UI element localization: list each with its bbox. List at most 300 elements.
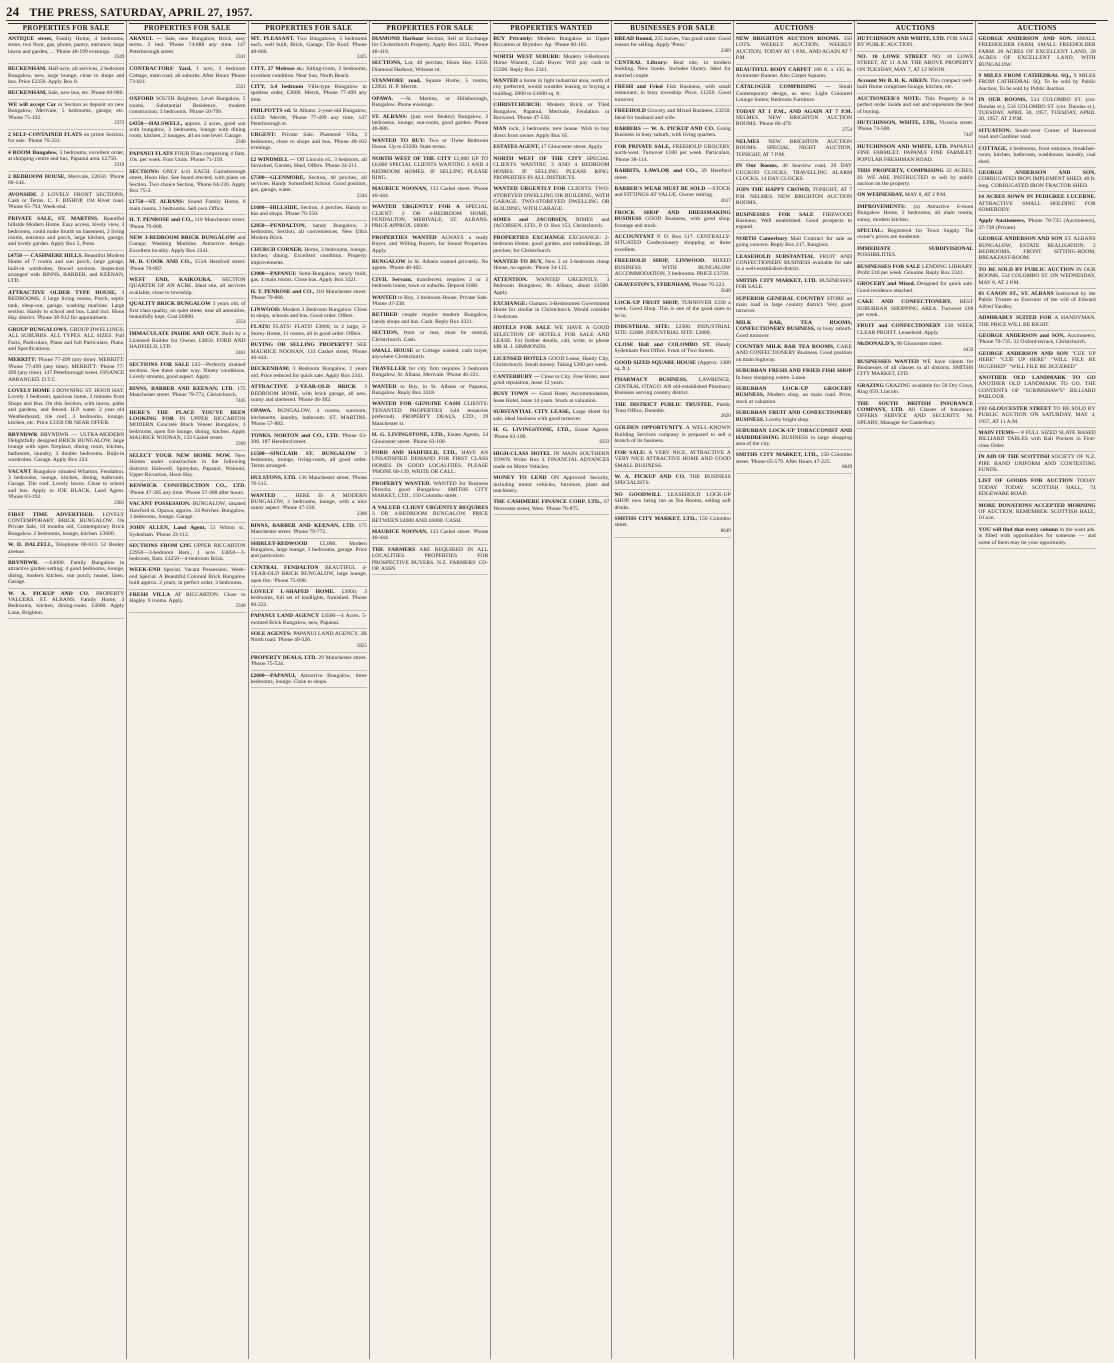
classified-ad: [8, 512, 124, 541]
ad-lead: SUBSTANTIAL CITY LEASE,: [493, 409, 571, 416]
ad-lead: YOU will find that every column: [978, 526, 1058, 533]
ad-lead: H. G. LIVINGSTONE, LTD.,: [493, 427, 572, 434]
classified-ad: [736, 36, 852, 65]
classified-ad: [614, 258, 730, 280]
ad-lead: WANTED TO BUY:: [371, 137, 425, 144]
classified-ad: [251, 475, 367, 491]
classified-ad: [251, 324, 367, 340]
ad-text: Instructed by the Public Trustee as Executor of the will of Edward Alfred Yardley.: [978, 291, 1096, 310]
ad-lead: £2 WINDMILL —: [250, 156, 296, 163]
ad-lead: NORTH Canterbury: [735, 235, 788, 242]
classified-ad: [129, 66, 245, 94]
ad-lead: VACANT: [8, 468, 32, 475]
ad-lead: SECTION,: [371, 330, 399, 337]
classified-ad: [736, 344, 852, 366]
ad-lead: BUSY TOWN —: [493, 391, 537, 398]
ad-text: Sitting-room, 2 bedrooms, excellent condition. Near Sun, North Beach.: [250, 66, 367, 79]
ad-text: Real site, in modern building. New books. Includes library. Ideal for married couple.: [614, 59, 731, 79]
classified-ad: [129, 277, 245, 299]
ad-lead: FRUIT and CONFECTIONERY: [857, 323, 941, 330]
ad-lead: MAN: [493, 126, 507, 133]
classified-ad: [372, 312, 488, 328]
classified-ad: [372, 481, 488, 503]
ad-lead: BUSINESSES WANTED: [857, 358, 919, 365]
ad-text: GOOD Lease, Handy City, Christchurch. Small money. Taking £300 per week.: [493, 355, 610, 369]
classified-ad: [736, 386, 852, 408]
ad-text: Square Home, 5 rooms, £2950. H. P. Merritt.: [371, 78, 489, 91]
classified-ad: [372, 432, 488, 448]
ad-text: 4 bedrooms, front entrance, breakfast-room, kitchen, bathroom, washhouse, laundry, coal shed.: [978, 145, 1096, 165]
ad-lead: LOCK-UP FRUIT SHOP,: [614, 299, 679, 306]
ad-lead: McDONALD'S,: [857, 341, 896, 348]
ad-reference-number: 2340: [235, 139, 246, 145]
classified-ad: [129, 331, 245, 359]
ad-lead: NORTH WEST SUBURB:: [493, 53, 561, 60]
ad-text: 110 Manchester street. 'Phone 79-068.: [250, 288, 367, 302]
ad-text: Handy Sydenham Post Office. Front of Two Streets.: [614, 341, 731, 355]
ad-lead: LEASEHOLD SUBSTANTIAL: [735, 253, 815, 260]
ad-lead: SUBURBAN LOCK-UP GROCERY BUSINESS,: [735, 386, 853, 399]
classified-ad: [251, 673, 367, 689]
classified-ad: [736, 187, 852, 209]
classified-ad: [251, 613, 367, 629]
ad-reference-number: 2754: [842, 127, 853, 133]
classified-ad: [857, 204, 973, 226]
ad-text: OF AUCTION. REMEMBER: SCOTTISH HALL, 10 a.m.: [978, 508, 1096, 522]
ad-text: IN MAIN SOUTHERN TOWN. Write: Box 3. FINANCIAL ADVANCES made on Motor Vehicles.: [493, 450, 610, 470]
classified-ad: [736, 236, 852, 252]
ad-lead: FLATS!: [250, 324, 271, 331]
ad-reference-number: 2461: [235, 350, 246, 356]
ad-lead: THE SOUTH BRITISH INSURANCE COMPANY, LTD.: [857, 400, 974, 414]
ad-text: GROUP DWELLINGS. ALL SUBURBS. ALL TYPES. ALL SIZES. Full Facts, Particulars, Plans and full Particulars, Plans, and Specifications.: [8, 326, 125, 353]
ad-lead: RABBITS, LAWLOR and CO.,: [614, 168, 698, 175]
ad-text: BRYNDWR — ULTRA-MODERN Delightfully designed BRICK BUNGALOW, large lounge with open fireplace, dining room, kitchen, bathroom, laundry, 3 double bedrooms. Built-in wardrobes. Garage. Apply Box 224.: [8, 431, 125, 464]
ad-lead: AVONSIDE: [8, 191, 37, 198]
ad-text: in the want ads. is filled with opportunities for someone — and some of them may be your opportunity.: [978, 526, 1096, 546]
ad-text: Beautiful Modern Home of 7 rooms and sun porch, large garage, built-in wardrobes, fenced sections. Inspection arranged with BINNS, BARBER, and KEENAN, LTD.: [8, 252, 125, 285]
ad-text: 175 Manchester street. 'Phone 79-772, Christchurch.: [129, 385, 246, 399]
ad-text: 51 Witton st., Sydenham. 'Phone 33-112.: [129, 525, 246, 538]
ad-text: on prime Section, for sale. 'Phone 76-231.: [8, 132, 125, 145]
ad-text: Going Business in busy suburb, with living quarters.: [614, 126, 731, 139]
classified-ad: [857, 383, 973, 399]
ad-lead: ST. ALBANS:: [371, 113, 408, 120]
ad-text: 'Phone 47-385 any time. 'Phone 57-308 after hours.: [129, 489, 245, 496]
ad-text: 150 Colombo street.: [614, 515, 731, 529]
ad-text: HAVE AN UNSATISFIED DEMAND FOR FIRST CLASS HOMES IN GOOD LOCALITIES. PLEASE 'PHONE 60-139, WRITE OR CALL.: [371, 449, 489, 476]
ad-lead: LINWOOD:: [250, 306, 281, 313]
classified-ad: [978, 291, 1095, 313]
ad-text: MIXED BUSINESS WITH BUNGALOW ACCOMMODATION, 3 bedrooms. PRICE £3750.: [614, 258, 731, 277]
classified-ad: [372, 114, 488, 136]
classified-ad: [978, 36, 1095, 71]
classified-ad: [251, 289, 367, 305]
ad-reference-number: 2381: [114, 500, 125, 506]
ad-text: GRAZING available for 50 Dry Cows, Ring 659, Lincoln.: [857, 382, 974, 396]
ad-text: Bungalow situated Wharton, Fendalton. 3 bedrooms, lounge, kitchen, dining, bathroom. Garage. Tile roof. Lovely lawns. Close to school and bus. Apply to JOE BLACK, Land Agent. 'Phone 63-192.: [8, 468, 125, 501]
ad-lead: BRYNDWR: [8, 431, 38, 438]
ad-text: Special. Vacant Possession. Week-end Special. A Beautiful Colonial Brick Bungalow built approx. 2 years, in perfect order, 3 bedrooms.: [129, 567, 246, 587]
ad-lead: H. T. PENROSE and CO.,: [250, 288, 315, 295]
section-heading: BUSINESSES FOR SALE: [614, 23, 730, 34]
classified-ad: [978, 375, 1095, 404]
ad-lead: GRAZING: [857, 382, 884, 389]
classified-ad: [493, 126, 609, 142]
ad-reference-number: 2344: [356, 193, 367, 199]
ad-lead: BUYING OR SELLING PROPERTY?: [250, 342, 353, 349]
ad-text: Sound Family Home, 6 main rooms, 3 bedrooms. Sell own Office.: [129, 199, 246, 212]
ad-text: Victoria street. 'Phone 74-500.: [857, 120, 974, 133]
ad-text: £4500—4 Acres. 5-roomed Brick Bungalow, new, Papanui.: [250, 613, 367, 626]
ad-text: SEE MAURICE NOONAN, 133 Cashel street, 'Phone 40-444.: [250, 342, 367, 362]
ad-text: LEASEHOLD LOCK-UP SHOP, now being run as Tea Rooms, selling soft drinks.: [614, 491, 731, 511]
classified-ad: [8, 174, 124, 190]
classified-ad: [8, 90, 124, 99]
classified-ad: [857, 299, 973, 321]
ad-text: TURNOVER £230 a week. Good Shop. This is one of the good ones to be in.: [614, 299, 731, 319]
section-heading: PROPERTIES FOR SALE: [251, 23, 367, 34]
classified-ad: [857, 323, 973, 339]
ad-lead: 2 SELF-CONTAINED FLATS: [8, 132, 82, 139]
ad-text: couple require modern Bungalow, handy shops and bus. Cash. Reply Box 4321.: [371, 312, 489, 325]
ad-text: 534 COLOMBO ST. (cnr. Dundas st.), 534 COLOMBO ST. (cnr. Dundas st.), TUESDAY, APRIL 30, 1957, TUESDAY, APRIL 30, 1957, AT 2 P.M.: [978, 97, 1096, 123]
ad-lead: SECTIONS:: [129, 168, 160, 175]
ad-lead: £3000—PAPANUI:: [250, 270, 297, 277]
classified-ad: [372, 60, 488, 76]
ad-text: Attractive Bungalow, three bedrooms, lounge. Close to shops.: [250, 672, 367, 686]
ad-lead: LOVELY HOME: [8, 388, 51, 395]
ad-text: GOOD Business, with good shop, frontage and stock.: [614, 216, 731, 229]
ad-reference-number: 2620: [720, 414, 731, 420]
ad-lead: £4350—HALSWELL,: [129, 120, 183, 127]
ad-text: 'Phone 77-499 (any time). MERRITT: 'Phone 77-499 (any time). MERRITT: 'Phone 77-499 (any time). 147 Peterborough street. FINANCE ARRANGED. D.T.C.: [8, 357, 125, 383]
ad-lead: GRAVESTON'S, SYDENHAM,: [614, 282, 691, 289]
ad-text: 'Phone 76-222.: [692, 282, 726, 289]
ad-text: SOCIETY OF N.Z. PIPE BAND UNIFORM AND CONTESTING FUNDS.: [978, 454, 1096, 473]
classified-ad: [129, 592, 245, 614]
ad-lead: WANTED: [371, 383, 397, 390]
classified-ad: [978, 146, 1095, 168]
ad-reference-number: 8649: [720, 528, 731, 534]
ad-lead: ON WEDNESDAY,: [857, 192, 904, 199]
classified-ad: [129, 151, 245, 167]
classified-ad: [251, 175, 367, 203]
ad-lead: TODAY AT 1 P.M., AND AGAIN AT 7 P.M.: [735, 108, 853, 115]
ad-lead: £1500—SINCLAIR ST. BUNGALOW: [250, 450, 356, 457]
ad-lead: SUBURBAN LOCK-UP TOBACCONIST AND HAIRDRESSING: [735, 428, 853, 441]
classified-ad: [493, 499, 609, 515]
classified-ad: [736, 296, 852, 318]
ad-text: to Buy, in St. Albans or Papanui, Bungalow. Reply Box 3318.: [371, 383, 489, 397]
ad-reference-number: 6432: [963, 347, 974, 353]
ad-reference-number: 2617: [720, 198, 731, 204]
page-number: 24: [6, 4, 20, 19]
classified-ad: [614, 144, 730, 166]
ad-text: BUNGALOW, situated Hawford st. Opawa, approx. 24 Perches. Bungalow, 3 bedrooms, lounge. Garage.: [129, 501, 246, 520]
ad-lead: CAKE AND CONFECTIONERY,: [857, 299, 952, 306]
classified-ad: [251, 36, 367, 64]
classified-ad: [251, 132, 367, 154]
ad-lead: H. T. PENROSE and CO.,: [129, 217, 193, 224]
classified-ad: [251, 271, 367, 287]
ad-lead: FREEHOLD SHOP, LINWOOD.: [614, 258, 706, 265]
ad-lead: ATTENTION.: [493, 276, 528, 283]
ad-lead: WANTED: [371, 294, 397, 301]
classified-ad: [129, 169, 245, 198]
ad-text: ATTRACTIVE SMALL HOLDING FOR SOMEBODY.: [978, 200, 1096, 213]
ad-lead: JOHN ALLEN, Land Agent,: [129, 525, 206, 532]
ad-lead: FRESH VILLA: [129, 591, 171, 598]
ad-lead: CATALOGUE COMPRISING —: [735, 84, 831, 91]
ad-lead: SPECIAL:: [857, 227, 884, 234]
ad-text: ANOTHER OLD LANDMARK TO GO. THE CONTENTS OF "SCRIMSHAW'S" BILLIARD PARLOUR.: [978, 381, 1096, 401]
ad-text: Two Bungalows, 3 bedrooms each, well built, Brick, Garage, Tile Roof. 'Phone 48-666.: [250, 36, 367, 55]
ad-text: MAY 8, AT 2 P.M.: [904, 192, 947, 199]
ad-text: Auctioneers, 'Phone 70-735. 32 Oxford terrace, Christchurch.: [978, 333, 1096, 346]
classified-ad: [493, 301, 609, 323]
classified-ad: [614, 84, 730, 106]
ad-text: Close to City. Free Hotel, near good reputation, lease 12 years.: [493, 373, 610, 387]
classified-ad: [251, 66, 367, 82]
ad-text: 'Phone 63-300. 187 Hereford street.: [250, 432, 367, 446]
ad-text: BUSINESSES FOR SALE.: [735, 277, 853, 291]
ad-text: NO. 10 LOWE STREET, AT 11 A.M. THE ABOVE PROPERTY ON TUESDAY, MAY 7, AT 12 NOON.: [857, 53, 974, 73]
ad-text: 3 Bedroom Bungalow, 2 years old. Price reduced for quick sale. Apply Box 2341.: [250, 366, 367, 379]
column-5: [491, 21, 612, 1359]
ad-lead: OPAWA.: [250, 408, 272, 415]
classified-ad: [251, 493, 367, 521]
ad-lead: AUCTIONEER'S NOTE:: [857, 95, 922, 102]
classified-ad: [493, 235, 609, 257]
column-4: [370, 21, 491, 1359]
ad-text: or Cottage wanted, cash buyer, anywhere Christchurch.: [371, 348, 489, 361]
classified-ad: [614, 425, 730, 447]
ad-text: WE have clients for Businesses of all classes in all districts. SMITHS CITY MARKET, LTD.: [857, 358, 974, 378]
ad-text: £30 WEEK CLEAR PROFIT. Leasehold. Apply.: [857, 323, 974, 336]
ad-lead: BEAUTIFUL BODY CARPET: [735, 66, 812, 73]
ad-text: Sale, new bus, etc. Phone 60-986.: [48, 90, 124, 97]
ad-text: £2500. INDUSTRIAL SITE: £2600. INDUSTRIAL SITE: £2800.: [614, 324, 731, 337]
ad-lead: PROPERTY WANTED.: [371, 480, 431, 487]
classified-ad: [251, 565, 367, 587]
classified-ad: [857, 341, 973, 356]
ad-lead: URGENT:: [250, 132, 276, 139]
ad-text: Half-acre, all services, 2 bedroom Bungalow, new, large lounge, close to shops and bus. Price £2350. Apply Box 8.: [8, 66, 125, 86]
classified-ad: [8, 150, 124, 172]
ad-text: Section, 40 perches, all services. Handy Somerfield School. Good position, gas, garage, water.: [250, 174, 367, 194]
classified-ad: [372, 295, 488, 311]
ad-text: TO BE SOLD BY PUBLIC AUCTION ON SATURDAY, MAY 4, 1957, AT 11 A.M.: [978, 405, 1096, 425]
ad-text: SPECIAL CLIENT: 3 OR 4-BEDROOM HOME, FENDALTON, MERIVALE, ST. ALBANS. PRICE APPROX. £6000.: [371, 204, 489, 230]
ad-text: 39 Hereford street.: [614, 168, 731, 181]
ad-lead: WANTED FOR GENUINE CASH: [371, 401, 461, 408]
ad-text: Mail Contract for sale as going concern. Reply Box 217, Rangiora.: [735, 235, 853, 249]
classified-ad: [736, 254, 852, 276]
ad-text: BUSINESS in large shopping area of the city.: [735, 434, 853, 447]
classified-ad: [372, 36, 488, 58]
classified-ad: [493, 475, 609, 497]
classified-ad: [736, 428, 852, 450]
ad-text: PROPERTY VALUERS. ST. ALBANS: Family Home, 3 Bedrooms, kitchen, dining-room. £4000. Apply Lane, Brighton.: [8, 590, 125, 616]
ad-text: CLIENTS: TENANTED PROPERTIES (old tenancies preferred). PROPERTY DEALS, LTD., 29 Manchester st.: [371, 401, 489, 427]
classified-ad: [493, 325, 609, 354]
classified-ad: [493, 156, 609, 185]
ad-lead: CENTRAL FENDALTON: [250, 564, 319, 571]
ad-reference-number: 5825: [356, 643, 367, 649]
ad-text: ONLY 4/41 EACH. Gainsborough street, Hoon Hay. See board erected, with plans on Section. Two choice Section, 'Phone 64-226. Apply Box 75-2.: [129, 168, 246, 194]
section-heading: PROPERTIES FOR SALE: [8, 23, 124, 34]
classified-ad: [129, 121, 245, 149]
ad-text: STORE on main road in large country district. Very good turnover.: [735, 295, 853, 315]
classified-ad: [978, 315, 1095, 331]
ad-text: Modern 3-Bedroom Home Wanted, Cash Buyer. Will pay cash to £5500. Reply Box 2341.: [493, 53, 610, 73]
section-heading: PROPERTIES FOR SALE: [129, 23, 245, 34]
classified-ad: [8, 216, 124, 251]
ad-text: Modern Brick or Tiled Bungalow, Papanui, Merivale, Fendalton or Burwood. 'Phone 47-550.: [493, 102, 610, 122]
ad-lead: BUNGALOW: [371, 258, 406, 265]
classified-ad: [493, 186, 609, 215]
classified-ad: [978, 194, 1095, 216]
classified-ad: [8, 36, 124, 64]
ad-lead: FROCK SHOP AND DRESSMAKING BUSINESS: [614, 209, 731, 223]
classified-ad: [8, 388, 124, 429]
classified-ad: [978, 333, 1095, 349]
ad-lead: CHRISTCHURCH:: [493, 102, 542, 109]
ad-text: SPECIAL CLIENTS WANTING 3 AND 4 BEDROOM HOMES. IF SELLING PLEASE RING. PROPERTIES IN ALL DISTRICTS.: [493, 155, 610, 181]
ad-lead: BUSINESSES FOR SALE: [857, 263, 921, 270]
ad-lead: OXFORD: [129, 96, 154, 103]
classified-ad: [614, 126, 730, 142]
column-6: [612, 21, 733, 1359]
ad-text: FREEHOLD GROCERY, north-west. Turnover £100 per week. Particulars, 'Phone 38-114.: [614, 143, 731, 163]
ad-lead: CHURCH CORNER.: [250, 246, 303, 253]
classified-ad: [251, 541, 367, 563]
ad-text: THE BUSINESS SPECIALISTS.: [614, 473, 731, 487]
ad-text: Estate Agents, 54 Gloucester street. 'Phone 63-100.: [371, 432, 489, 445]
ad-lead: HERE'S THE PLACE YOU'VE BEEN LOOKING FOR: [129, 409, 246, 423]
ad-lead: 83 CANON ST., ST. ALBANS: [978, 291, 1054, 297]
ad-lead: PROPERTIES EXCHANGE: [493, 234, 565, 241]
ad-lead: FORD AND HADFIELD, LTD.,: [371, 449, 458, 456]
ad-text: ALWAYS a ready Buyer, and Willing Buyers, for Sound Properties. Apply.: [371, 234, 489, 254]
ad-text: "CUE UP HERE" "CUE UP HERE" "WILL FILE BE JIGGERED" "WILL FILE BE JIGGERED": [978, 350, 1096, 370]
ad-lead: PROPERTY DEALS, LTD.: [250, 654, 317, 661]
classified-ad: [614, 360, 730, 376]
section-heading: AUCTIONS: [857, 23, 973, 34]
ad-text: £1,000 UP TO £6,000 SPECIAL CLIENTS WANTING 3 AND 4 BEDROOM HOMES. IF SELLING PLEASE RING.: [371, 155, 489, 181]
classified-ad: [978, 454, 1095, 476]
classified-ad: [736, 320, 852, 342]
classified-ad: [372, 277, 488, 293]
ad-reference-number: 2341: [235, 55, 246, 61]
ad-reference-number: 2340: [235, 604, 246, 610]
ad-text: In busy shopping centre. Lease.: [735, 374, 807, 381]
ad-lead: FOR PRIVATE SALE,: [614, 143, 671, 150]
classified-ad: [129, 567, 245, 589]
classified-ad: [129, 217, 245, 233]
classified-ad: [372, 330, 488, 346]
classified-ad: [129, 301, 245, 329]
ad-text: £45—Perfectly drained sections. See these under way. Ninety conditions. Lovely streams, good aspect. Apply.: [129, 361, 246, 381]
ad-lead: IN OUR ROOMS,: [978, 97, 1027, 104]
column-1: [6, 21, 127, 1359]
ad-lead: LOVELY L-SHAPED HOME.: [250, 589, 335, 595]
ad-text: 17 Gloucester street. Apply.: [540, 144, 604, 151]
ad-text: lock, 3 bedrooms, new house. Wish to buy direct from owner. Apply Box 65.: [493, 126, 610, 139]
ad-reference-number: 2425: [356, 55, 367, 61]
classified-ad: [736, 212, 852, 234]
ad-text: RIMES and JACOBSEN, LTD., P. O. Box 153, Christchurch.: [493, 216, 610, 230]
ad-lead: GEORGE ANDERSON AND SON.: [978, 36, 1073, 42]
classified-ad: [372, 450, 488, 479]
ad-lead: FOR SALE:: [614, 449, 646, 456]
ad-text: Modern 3 Bedroom Bungalow. Close to shops, schools and bus. Good order. Offers.: [250, 306, 367, 319]
classified-ad: [372, 348, 488, 364]
classified-ad: [251, 366, 367, 382]
classified-ad: [372, 235, 488, 257]
ad-lead: SMALL HOUSE: [371, 348, 414, 355]
ad-text: All Classes of Insurance. OFFERS SERVICE AND SECURITY. M. SPEARY, Manager for Canterbury.: [857, 407, 974, 426]
ad-text: in St. Albans wanted privately. No agents. 'Phone 48-402.: [371, 258, 489, 272]
ad-text: 136 Manchester street. 'Phone 76-515.: [250, 474, 367, 488]
column-9: [976, 21, 1097, 1359]
ad-text: or Section as deposit on new Bungalow, Merivale, 5 bedrooms, garage, etc. 'Phone 75-192.: [8, 101, 125, 121]
ad-lead: IMMEDIATE SUBDIVISIONAL: [857, 245, 974, 252]
ad-text: Lovely bright shop.: [765, 416, 810, 423]
classified-ad: [857, 281, 973, 297]
classified-ad: [493, 78, 609, 100]
ad-lead: SMITHS CITY MARKET, LTD.,: [614, 515, 697, 522]
classified-ad: [129, 525, 245, 541]
ad-text: TODAY TODAY TODAY. SCOTTISH HALL, 74 EDGEWARE ROAD.: [978, 478, 1096, 498]
ad-text: WE HAVE A GOOD SELECTION OF HOTELS FOR SALE AND LEASE. For further details, call, write, or phone MR H. J. SIMMONDS.: [493, 325, 610, 351]
classified-ad: [614, 108, 730, 124]
ad-text: 3 bedrooms, lounge, living-room, all good order. Terms arranged.: [250, 450, 367, 470]
ad-lead: WANTED URGENTLY FOR A: [371, 204, 460, 211]
ad-text: 3 bedrooms, excellent order, at shopping centre and bus, Papanui area. £2750.: [8, 149, 125, 163]
ad-lead: BUSINESSES FOR SALE: [735, 211, 814, 218]
classified-ad: [129, 199, 245, 215]
ad-text: SOUTH Brighton: Level Bungalow, 5 rooms, Substantial Residence, modern construction, 3 bedrooms. 'Phone 50-799.: [129, 96, 246, 116]
classified-ad: [129, 36, 245, 64]
ad-lead: GEORGE ANDERSON and SON,: [978, 333, 1065, 340]
ad-text: 133 Cashel street. 'Phone 40-444.: [371, 186, 489, 199]
ad-reference-number: 2369: [720, 48, 731, 54]
ad-lead: GEORGE ANDERSON AND SON.: [978, 169, 1096, 176]
ad-lead: ATTRACTIVE OLDER TYPE HOUSE,: [8, 289, 117, 296]
ad-lead: SMITHS CITY MARKET, LTD.: [735, 277, 817, 284]
ad-text: LENDING LIBRARY. Profit £10 per week. Genuine. Reply Box 2341.: [857, 263, 974, 276]
classified-ad: [8, 192, 124, 214]
ad-text: 150 Colombo street. 'Phone 65-579. After Hours 47-225.: [735, 452, 853, 465]
ad-text: Fish Business, with small restaurant, in busy township. Price, £1250. Good turnover.: [614, 84, 731, 103]
ad-lead: STANMORE road,: [371, 78, 421, 85]
classified-ad: [857, 36, 973, 52]
ad-lead: THE CASHMERE FINANCE CORP. LTD.,: [493, 499, 602, 506]
classified-ad: [978, 406, 1095, 428]
ad-text: 2 LOVELY FRONT SECTIONS, Cash or Terms. C. F. BISHOP, 194 River road. 'Phone 65-794, Week-end.: [8, 191, 125, 211]
ad-text: IN OUR ROOMS, 534 COLOMBO ST. ON WEDNESDAY, MAY 8, AT 2 P.M.: [978, 266, 1096, 286]
ad-lead: RENWICK CONSTRUCTION CO., LTD.: [129, 483, 246, 490]
classified-ad: [129, 96, 245, 118]
ad-text: 46 Seaview road, 28 DAY CUCKOO CLOCKS, TRAVELLING ALARM CLOCKS, 14 DAY CLOCKS.: [735, 163, 853, 182]
ad-text: Two or Three Bedroom House. Up to £3500. State terms.: [371, 137, 489, 151]
classified-ad: [614, 210, 730, 232]
ad-text: WANTED for Business Director, good Bungalow. SMITHS CITY MARKET, LTD., 150 Colombo street.: [371, 480, 489, 500]
ad-lead: 9 MILES FROM CATHEDRAL SQ.,: [978, 73, 1072, 80]
classified-ad: [129, 235, 245, 257]
